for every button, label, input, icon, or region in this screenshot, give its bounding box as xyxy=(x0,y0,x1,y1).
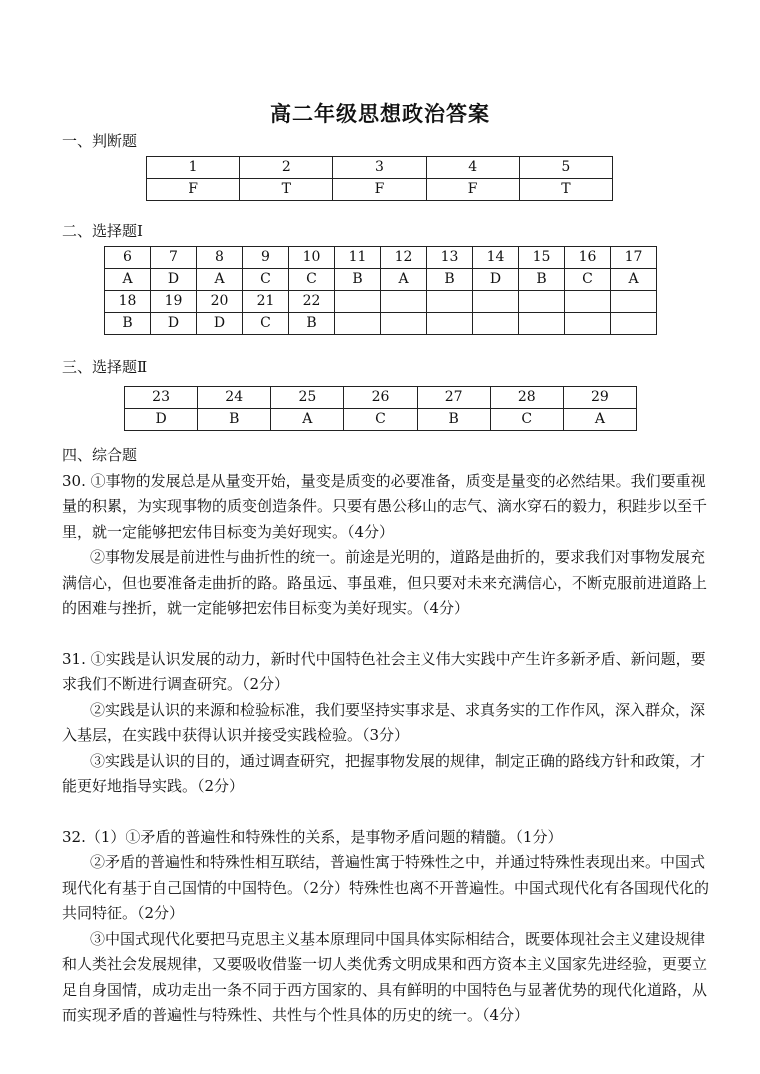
answer-cell: C xyxy=(344,409,417,431)
answer-cell: F xyxy=(333,179,426,201)
question-number-cell: 18 xyxy=(105,291,151,313)
answer-cell: B xyxy=(519,269,565,291)
answer-cell: D xyxy=(151,269,197,291)
empty-cell xyxy=(473,313,519,335)
empty-cell xyxy=(519,291,565,313)
question-number-cell: 28 xyxy=(490,387,563,409)
answer-paragraph: ②事物发展是前进性与曲折性的统一。前途是光明的，道路是曲折的，要求我们对事物发展充满信心，但也要准备走曲折的路。路虽远、事虽难，但只要对未来充满信心，不断克服前进道路上的困难与挫折，就一定能够把宏伟目标变为美好现实。（4分） xyxy=(62,548,708,617)
answer-paragraph: 31. ①实践是认识发展的动力，新时代中国特色社会主义伟大实践中产生许多新矛盾、新问题，要求我们不断进行调查研究。（2分） xyxy=(62,649,706,693)
answer-cell: T xyxy=(240,179,333,201)
question-number-cell: 20 xyxy=(197,291,243,313)
question-number-cell: 27 xyxy=(417,387,490,409)
answer-cell: D xyxy=(473,269,519,291)
section-4-heading: 四、综合题 xyxy=(62,446,138,464)
question-number-cell: 4 xyxy=(426,157,519,179)
answer-cell: D xyxy=(151,313,197,335)
answer-cell: C xyxy=(243,269,289,291)
answer-paragraph: ②实践是认识的来源和检验标准，我们要坚持实事求是、求真务实的工作作风，深入群众，深入基层，在实践中获得认识并接受实践检验。（3分） xyxy=(62,700,706,744)
table-row xyxy=(105,247,657,269)
answer-cell: D xyxy=(125,409,198,431)
empty-cell xyxy=(565,313,611,335)
empty-cell xyxy=(611,313,657,335)
table-row xyxy=(105,269,657,291)
question-number-cell: 22 xyxy=(289,291,335,313)
answer-cell: D xyxy=(197,313,243,335)
table-row xyxy=(147,157,613,179)
section-3-heading: 三、选择题Ⅱ xyxy=(62,358,148,376)
empty-cell xyxy=(381,313,427,335)
answer-cell: A xyxy=(105,269,151,291)
question-number-cell: 17 xyxy=(611,247,657,269)
section-2-heading: 二、选择题Ⅰ xyxy=(62,222,143,240)
empty-cell xyxy=(335,313,381,335)
answer-cell: B xyxy=(289,313,335,335)
empty-cell xyxy=(381,291,427,313)
answer-cell: A xyxy=(197,269,243,291)
answer-cell: A xyxy=(381,269,427,291)
answer-paragraph: ③实践是认识的目的，通过调查研究，把握事物发展的规律，制定正确的路线方针和政策，才能更好地指导实践。（2分） xyxy=(62,751,706,795)
question-number-cell: 3 xyxy=(333,157,426,179)
multiple-choice-2-table xyxy=(124,386,637,431)
section-1-heading: 一、判断题 xyxy=(62,132,138,150)
table-row xyxy=(105,313,657,335)
essay-answers xyxy=(62,443,712,1029)
question-number-cell: 9 xyxy=(243,247,289,269)
question-number-cell: 10 xyxy=(289,247,335,269)
question-number-cell: 7 xyxy=(151,247,197,269)
empty-cell xyxy=(335,291,381,313)
page-title: 高二年级思想政治答案 xyxy=(270,101,490,126)
empty-cell xyxy=(427,313,473,335)
answer-cell: C xyxy=(289,269,335,291)
table-row xyxy=(105,291,657,313)
answer-cell: C xyxy=(243,313,289,335)
question-number-cell: 2 xyxy=(240,157,333,179)
question-number-cell: 6 xyxy=(105,247,151,269)
question-number-cell: 23 xyxy=(125,387,198,409)
answer-cell: B xyxy=(417,409,490,431)
question-number-cell: 8 xyxy=(197,247,243,269)
table-row xyxy=(125,387,637,409)
true-false-table xyxy=(146,156,613,201)
answer-paragraph: 30. ①事物的发展总是从量变开始，量变是质变的必要准备，质变是量变的必然结果。我们要重视量的积累，为实现事物的质变创造条件。只要有愚公移山的志气、滴水穿石的毅力，积跬步以至千里，就一定能够把宏伟目标变为美好现实。（4分） xyxy=(62,471,708,541)
answer-cell: C xyxy=(490,409,563,431)
answer-paragraph: ③中国式现代化要把马克思主义基本原理同中国具体实际相结合，既要体现社会主义建设规律和人类社会发展规律，又要吸收借鉴一切人类优秀文明成果和西方资本主义国家先进经验，更要立足自身国情，成功走出一条不同于西方国家的、具有鲜明的中国特色与显著优势的现代化道路，从而实现矛盾的普遍性与特殊性、共性与个性具体的历史的统一。（4分） xyxy=(62,929,708,1024)
question-number-cell: 14 xyxy=(473,247,519,269)
answer-cell: B xyxy=(335,269,381,291)
question-number-cell: 29 xyxy=(563,387,636,409)
question-number-cell: 21 xyxy=(243,291,289,313)
answer-cell: A xyxy=(611,269,657,291)
answer-cell: F xyxy=(426,179,519,201)
question-number-cell: 26 xyxy=(344,387,417,409)
question-number-cell: 13 xyxy=(427,247,473,269)
table-row xyxy=(125,409,637,431)
question-number-cell: 24 xyxy=(198,387,271,409)
question-number-cell: 25 xyxy=(271,387,344,409)
empty-cell xyxy=(519,313,565,335)
question-number-cell: 12 xyxy=(381,247,427,269)
empty-cell xyxy=(473,291,519,313)
empty-cell xyxy=(611,291,657,313)
answer-cell: C xyxy=(565,269,611,291)
question-number-cell: 1 xyxy=(147,157,240,179)
answer-paragraph: ②矛盾的普遍性和特殊性相互联结，普遍性寓于特殊性之中，并通过特殊性表现出来。中国式现代化有基于自己国情的中国特色。（2分）特殊性也离不开普遍性。中国式现代化有各国现代化的共同特征。（2分） xyxy=(62,853,710,922)
answer-cell: A xyxy=(563,409,636,431)
question-number-cell: 5 xyxy=(519,157,612,179)
empty-cell xyxy=(565,291,611,313)
question-number-cell: 16 xyxy=(565,247,611,269)
answer-cell: B xyxy=(427,269,473,291)
answer-cell: A xyxy=(271,409,344,431)
table-row xyxy=(147,179,613,201)
question-number-cell: 11 xyxy=(335,247,381,269)
answer-cell: T xyxy=(519,179,612,201)
empty-cell xyxy=(427,291,473,313)
answer-cell: F xyxy=(147,179,240,201)
question-number-cell: 15 xyxy=(519,247,565,269)
answer-cell: B xyxy=(105,313,151,335)
answer-cell: B xyxy=(198,409,271,431)
question-number-cell: 19 xyxy=(151,291,197,313)
multiple-choice-1-table xyxy=(104,246,657,335)
answer-paragraph: 32.（1）①矛盾的普遍性和特殊性的关系，是事物矛盾问题的精髓。（1分） xyxy=(62,827,563,846)
